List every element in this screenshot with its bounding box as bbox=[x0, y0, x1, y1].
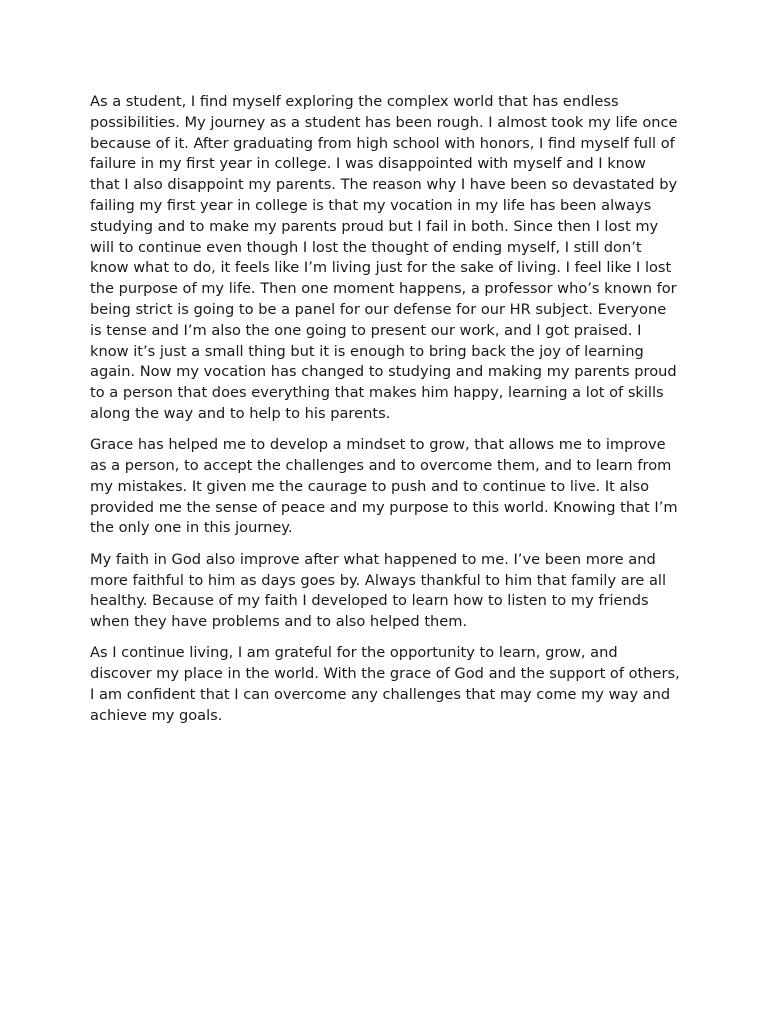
document-page bbox=[90, 92, 680, 737]
paragraph-3: My faith in God also improve after what happened to me. I’ve been more and more faithful to him as days goes by. Always thankful to him that family are all healthy. Because of my faith I developed to learn how to listen to my friends when they have problems and to also helped them. bbox=[90, 550, 667, 631]
paragraph-2: Grace has helped me to develop a mindset to grow, that allows me to improve as a person, to accept the challenges and to overcome them, and to learn from my mistakes. It given me the caurage to push and to continue to live. It also provided me the sense of peace and my purpose to this world. Knowing that I’m the only one in this journey. bbox=[90, 436, 678, 537]
paragraph-1: As a student, I find myself exploring the complex world that has endless possibilities. My journey as a student has been rough. I almost took my life once because of it. After graduating from high school with honors, I find myself full of failure in my first year in college. I was disappointed with myself and I know that I also disappoint my parents. The reason why I have been so devastated by failing my first year in college is that my vocation in my life has been always studying and to make my parents proud but I fail in both. Since then I lost my will to continue even though I lost the thought of ending myself, I still don’t know what to do, it feels like I’m living just for the sake of living. I feel like I lost the purpose of my life. Then one moment happens, a professor who’s known for being strict is going to be a panel for our defense for our HR subject. Everyone is tense and I’m also the one going to present our work, and I got praised. I know it’s just a small thing but it is enough to bring back the joy of learning again. Now my vocation has changed to studying and making my parents proud to a person that does everything that makes him happy, learning a lot of skills along the way and to help to his parents. bbox=[90, 93, 678, 422]
paragraph-4: As I continue living, I am grateful for the opportunity to learn, grow, and discover my place in the world. With the grace of God and the support of others, I am confident that I can overcome any challenges that may come my way and achieve my goals. bbox=[90, 644, 680, 724]
